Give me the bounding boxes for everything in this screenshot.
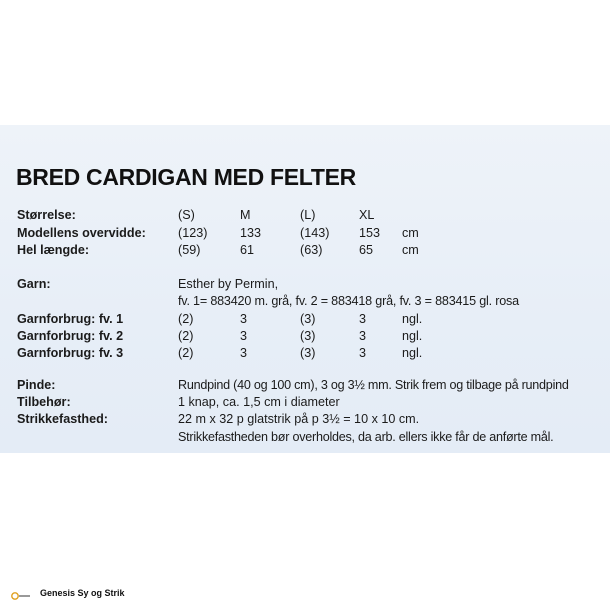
length-value: (59) xyxy=(178,243,201,257)
width-unit: cm xyxy=(402,226,419,240)
width-value: (143) xyxy=(300,226,330,240)
genesis-logo-icon xyxy=(11,591,31,601)
size-value: M xyxy=(240,208,251,222)
size-value: XL xyxy=(359,208,375,222)
length-value: 65 xyxy=(359,243,374,257)
consumption-value: (2) xyxy=(178,346,194,360)
length-unit: cm xyxy=(402,243,419,257)
width-value: 153 xyxy=(359,226,381,240)
consumption-value: 3 xyxy=(240,329,248,343)
footer-brand-name[interactable]: Genesis Sy og Strik xyxy=(40,588,125,598)
consumption-row-label: Garnforbrug: fv. 1 xyxy=(17,312,124,326)
consumption-row-label: Garnforbrug: fv. 2 xyxy=(17,329,124,343)
gauge-note: Strikkefastheden bør overholdes, da arb. ellers ikke får de anførte mål. xyxy=(178,430,554,444)
length-value: (63) xyxy=(300,243,323,257)
yarn-brand: Esther by Permin, xyxy=(178,277,279,291)
width-value: (123) xyxy=(178,226,208,240)
consumption-value: 3 xyxy=(359,312,367,326)
size-value: (L) xyxy=(300,208,316,222)
accessories-value: 1 knap, ca. 1,5 cm i diameter xyxy=(178,395,340,409)
consumption-row-label: Garnforbrug: fv. 3 xyxy=(17,346,124,360)
gauge-label: Strikkefasthed: xyxy=(17,412,108,426)
accessories-label: Tilbehør: xyxy=(17,395,71,409)
yarn-colors: fv. 1= 883420 m. grå, fv. 2 = 883418 grå, fv. 3 = 883415 gl. rosa xyxy=(178,294,519,308)
consumption-value: (2) xyxy=(178,329,194,343)
consumption-value: (3) xyxy=(300,329,316,343)
length-row-label: Hel længde: xyxy=(17,243,90,257)
consumption-unit: ngl. xyxy=(402,346,423,360)
consumption-value: (3) xyxy=(300,312,316,326)
length-value: 61 xyxy=(240,243,255,257)
width-value: 133 xyxy=(240,226,262,240)
consumption-unit: ngl. xyxy=(402,312,423,326)
pattern-title: BRED CARDIGAN MED FELTER xyxy=(16,164,356,190)
consumption-value: 3 xyxy=(359,329,367,343)
size-value: (S) xyxy=(178,208,195,222)
needles-label: Pinde: xyxy=(17,378,56,392)
consumption-value: 3 xyxy=(240,312,248,326)
consumption-value: (3) xyxy=(300,346,316,360)
consumption-unit: ngl. xyxy=(402,329,423,343)
size-row-label: Størrelse: xyxy=(17,208,76,222)
width-row-label: Modellens overvidde: xyxy=(17,226,146,240)
consumption-value: (2) xyxy=(178,312,194,326)
needles-value: Rundpind (40 og 100 cm), 3 og 3½ mm. Strik frem og tilbage på rundpind xyxy=(178,378,569,392)
consumption-value: 3 xyxy=(240,346,248,360)
yarn-label: Garn: xyxy=(17,277,51,291)
gauge-value: 22 m x 32 p glatstrik på p 3½ = 10 x 10 cm. xyxy=(178,412,420,426)
consumption-value: 3 xyxy=(359,346,367,360)
